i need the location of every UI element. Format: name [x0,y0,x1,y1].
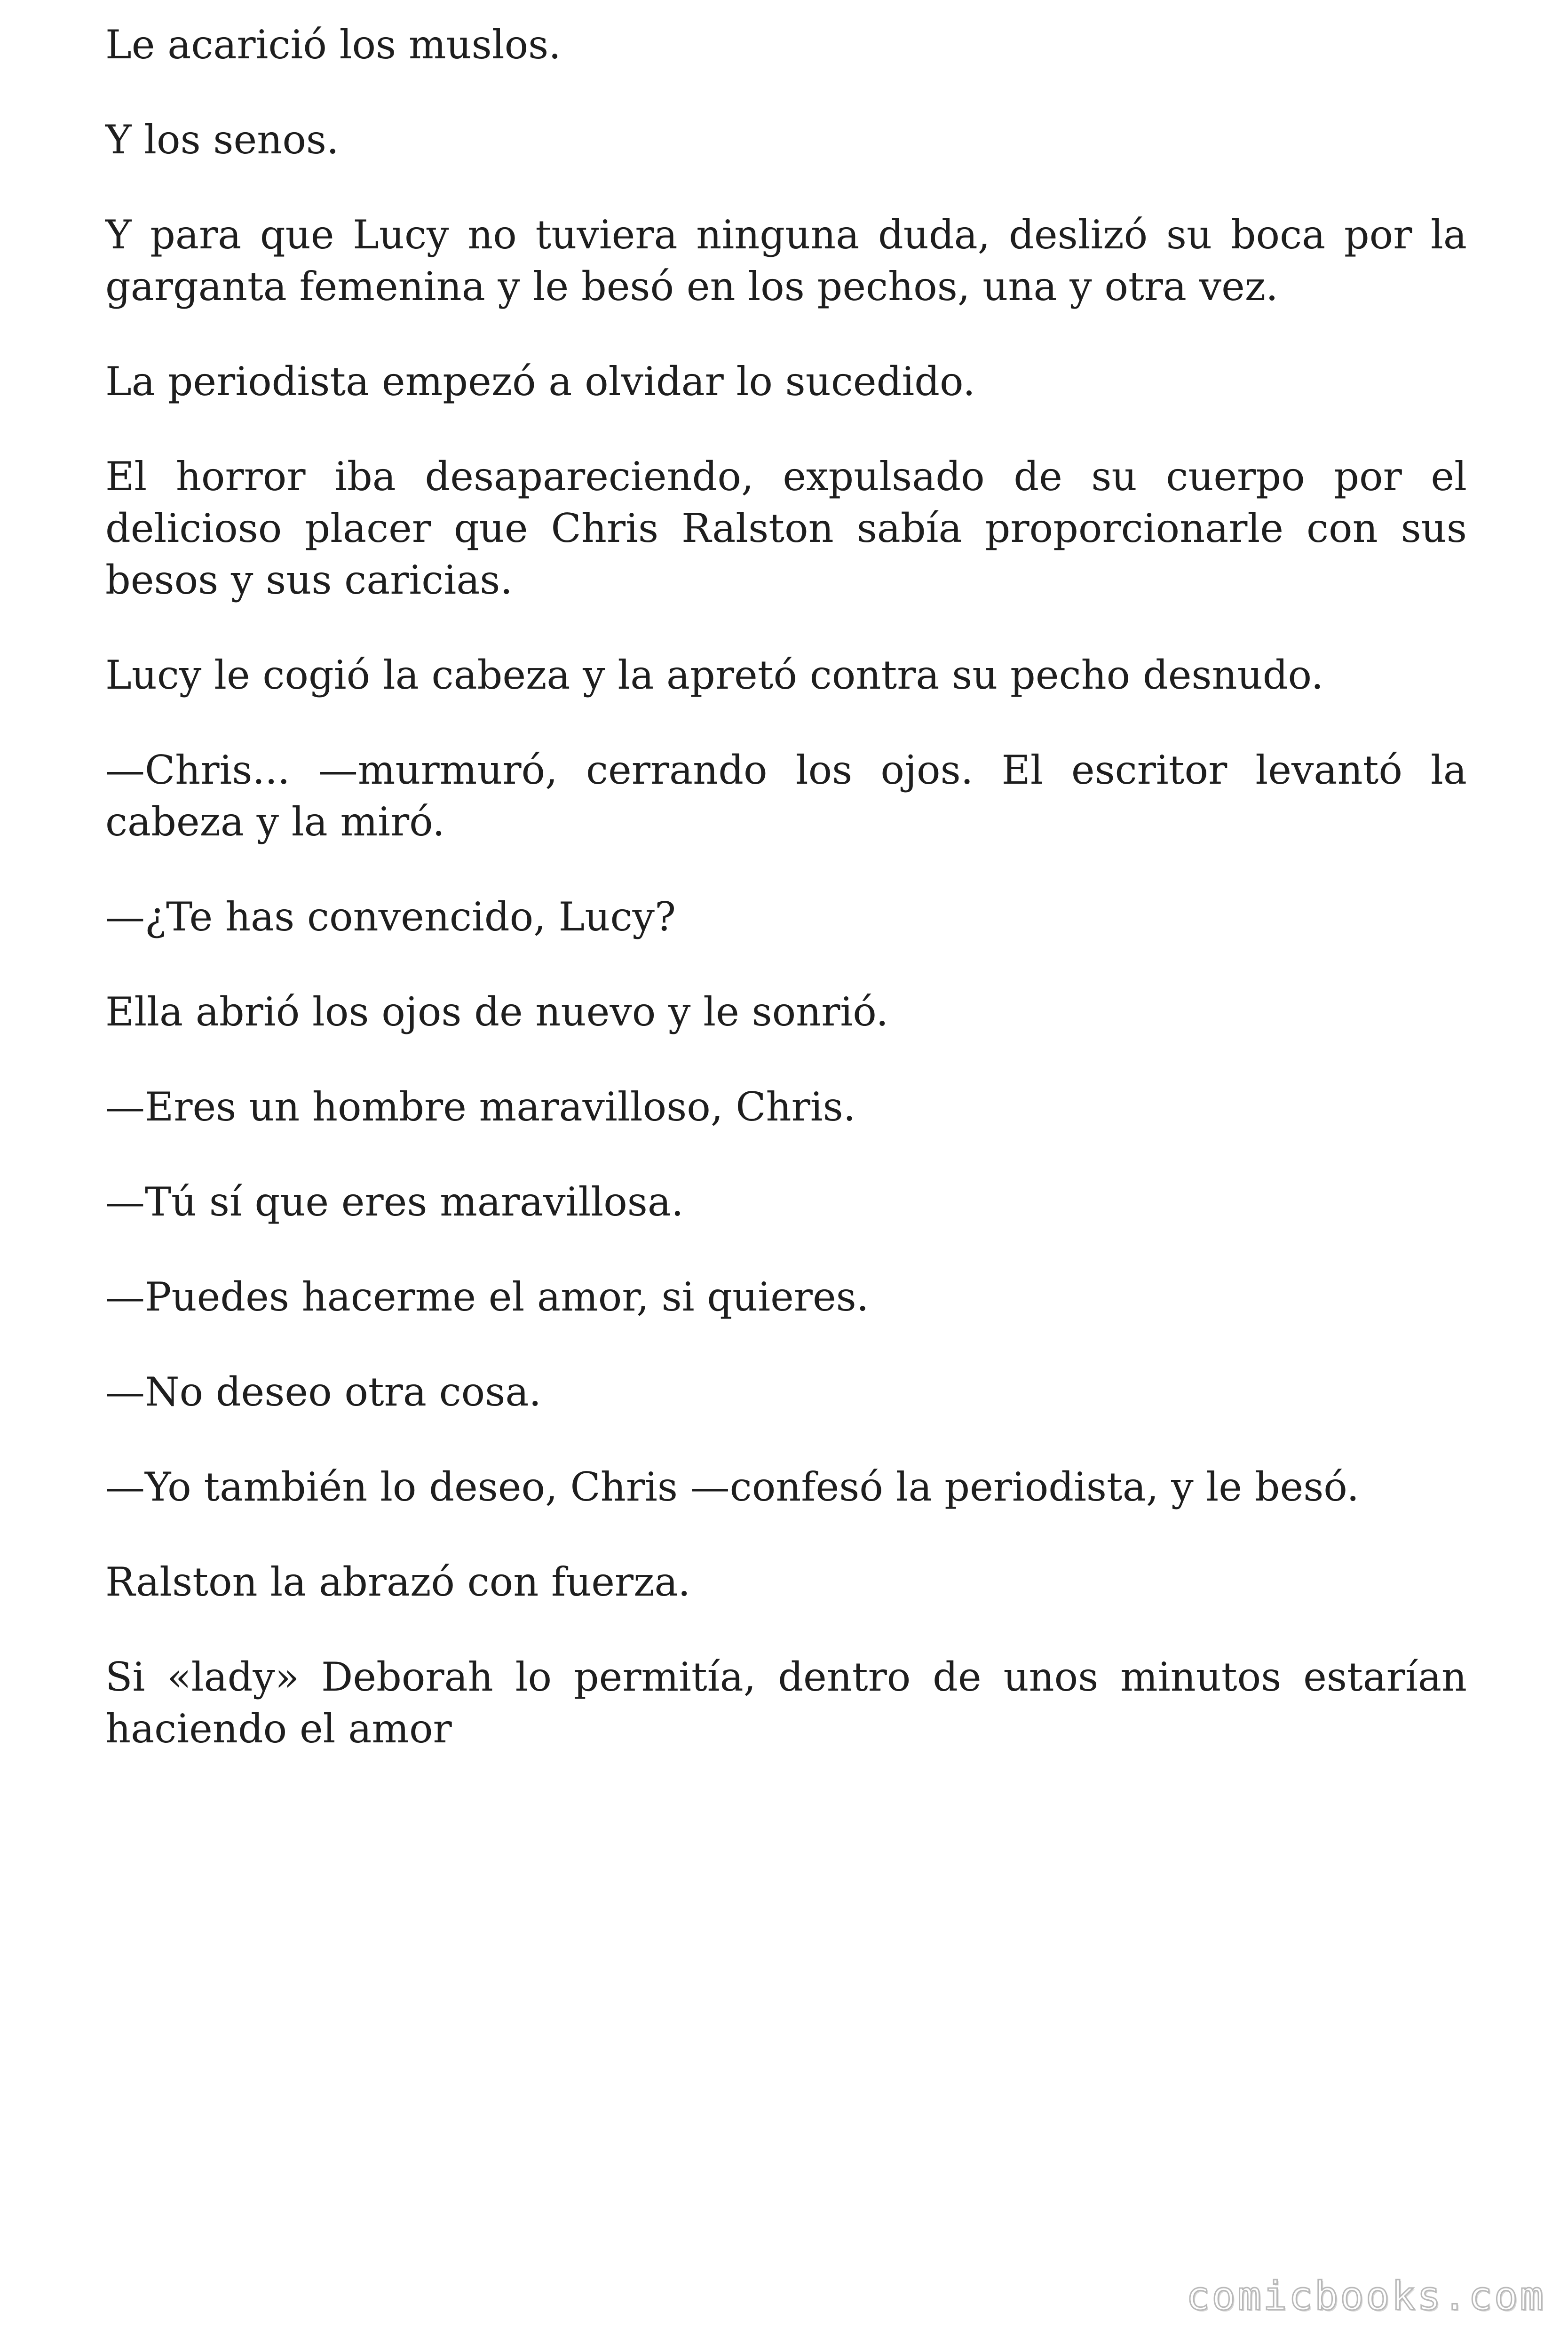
paragraph: Y para que Lucy no tuviera ninguna duda, deslizó su boca por la garganta femenina y le besó en los pechos, una y otra vez. [105,212,1467,310]
paragraph: Lucy le cogió la cabeza y la apretó contra su pecho desnudo. [105,652,1324,698]
paragraph: —Eres un hombre maravilloso, Chris. [105,1084,856,1130]
body-text [105,19,1467,1798]
paragraph: Ella abrió los ojos de nuevo y le sonrió. [105,989,889,1035]
paragraph: Le acarició los muslos. [105,22,561,68]
paragraph: —¿Te has convencido, Lucy? [105,894,676,940]
paragraph: Si «lady» Deborah lo permitía, dentro de unos minutos estarían haciendo el amor [105,1654,1467,1752]
paragraph: El horror iba desapareciendo, expulsado de su cuerpo por el delicioso placer que Chris Ralston sabía proporcionarle con sus besos y sus caricias. [105,453,1467,603]
paragraph: —Puedes hacerme el amor, si quieres. [105,1274,869,1320]
paragraph: Ralston la abrazó con fuerza. [105,1559,691,1605]
paragraph: La periodista empezó a olvidar lo sucedido. [105,358,975,405]
paragraph: Y los senos. [105,117,339,163]
paragraph: —Chris... —murmuró, cerrando los ojos. El escritor levantó la cabeza y la miró. [105,747,1467,845]
paragraph: —Tú sí que eres maravillosa. [105,1179,684,1225]
paragraph: —Yo también lo deseo, Chris —confesó la periodista, y le besó. [105,1464,1360,1510]
watermark: comicbooks.com [1186,2273,1545,2319]
paragraph: —No deseo otra cosa. [105,1369,542,1415]
